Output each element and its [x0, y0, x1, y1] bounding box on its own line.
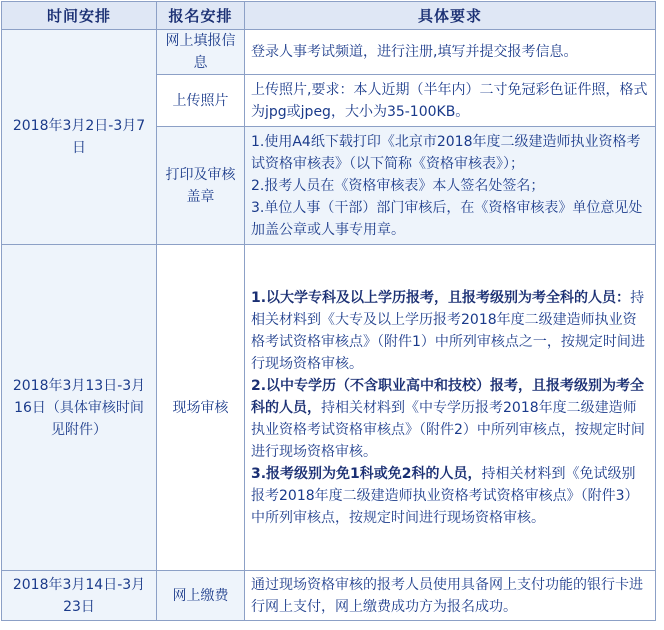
registration-schedule-table — [1, 1, 656, 621]
item-cell: 网上缴费 — [157, 571, 245, 621]
requirement-paragraph — [251, 463, 649, 529]
requirement-text: 持相关材料到《免试级别报考2018年度二级建造师执业资格考试资格审核点》（附件3）中所列审核点，按规定时间进行现场资格审核。 — [251, 465, 639, 526]
requirement-paragraph — [251, 375, 649, 463]
requirement-cell — [245, 127, 656, 245]
requirement-cell: 上传照片,要求：本人近期（半年内）二寸免冠彩色证件照，格式为jpg或jpeg，大小为35-100KB。 — [245, 75, 656, 127]
time-cell: 2018年3月14日-3月23日 — [2, 571, 157, 621]
requirement-cell — [245, 245, 656, 571]
header-item: 报名安排 — [157, 2, 245, 30]
requirement-cell: 通过现场资格审核的报考人员使用具备网上支付功能的银行卡进行网上支付，网上缴费成功方为报名成功。 — [245, 571, 656, 621]
requirement-line: 1.使用A4纸下载打印《北京市2018年度二级建造师执业资格考试资格审核表》（以下简称《资格审核表》）； — [251, 133, 641, 172]
requirement-heading: 1.以大学专科及以上学历报考，且报考级别为考全科的人员： — [251, 289, 631, 306]
time-cell: 2018年3月13日-3月16日（具体审核时间见附件） — [2, 245, 157, 571]
item-cell: 网上填报信息 — [157, 30, 245, 75]
requirement-text: 持相关材料到《中专学历报考2018年度二级建造师执业资格考试资格审核点》（附件2）中所列审核点，按规定时间进行现场资格审核。 — [251, 399, 645, 460]
requirement-line: 2.报考人员在《资格审核表》本人签名处签名； — [251, 177, 545, 194]
item-cell: 上传照片 — [157, 75, 245, 127]
header-time: 时间安排 — [2, 2, 157, 30]
requirement-text: 持相关材料到《大专及以上学历报考2018年度二级建造师执业资格考试资格审核点》（附件1）中所列审核点之一，按规定时间进行现场资格审核。 — [251, 289, 645, 372]
item-cell: 现场审核 — [157, 245, 245, 571]
item-cell: 打印及审核盖章 — [157, 127, 245, 245]
table-row — [2, 30, 656, 75]
requirement-line: 3.单位人事（干部）部门审核后，在《资格审核表》单位意见处加盖公章或人事专用章。 — [251, 199, 643, 238]
requirement-heading: 3.报考级别为免1科或免2科的人员， — [251, 465, 482, 482]
requirement-cell: 登录人事考试频道，进行注册,填写并提交报考信息。 — [245, 30, 656, 75]
table-row — [2, 571, 656, 621]
requirement-heading: 2.以中专学历（不含职业高中和技校）报考，且报考级别为考全科的人员， — [251, 377, 645, 416]
header-row — [2, 2, 656, 30]
requirement-paragraph — [251, 287, 649, 375]
table-row — [2, 245, 656, 571]
time-cell: 2018年3月2日-3月7日 — [2, 30, 157, 245]
header-requirements: 具体要求 — [245, 2, 656, 30]
